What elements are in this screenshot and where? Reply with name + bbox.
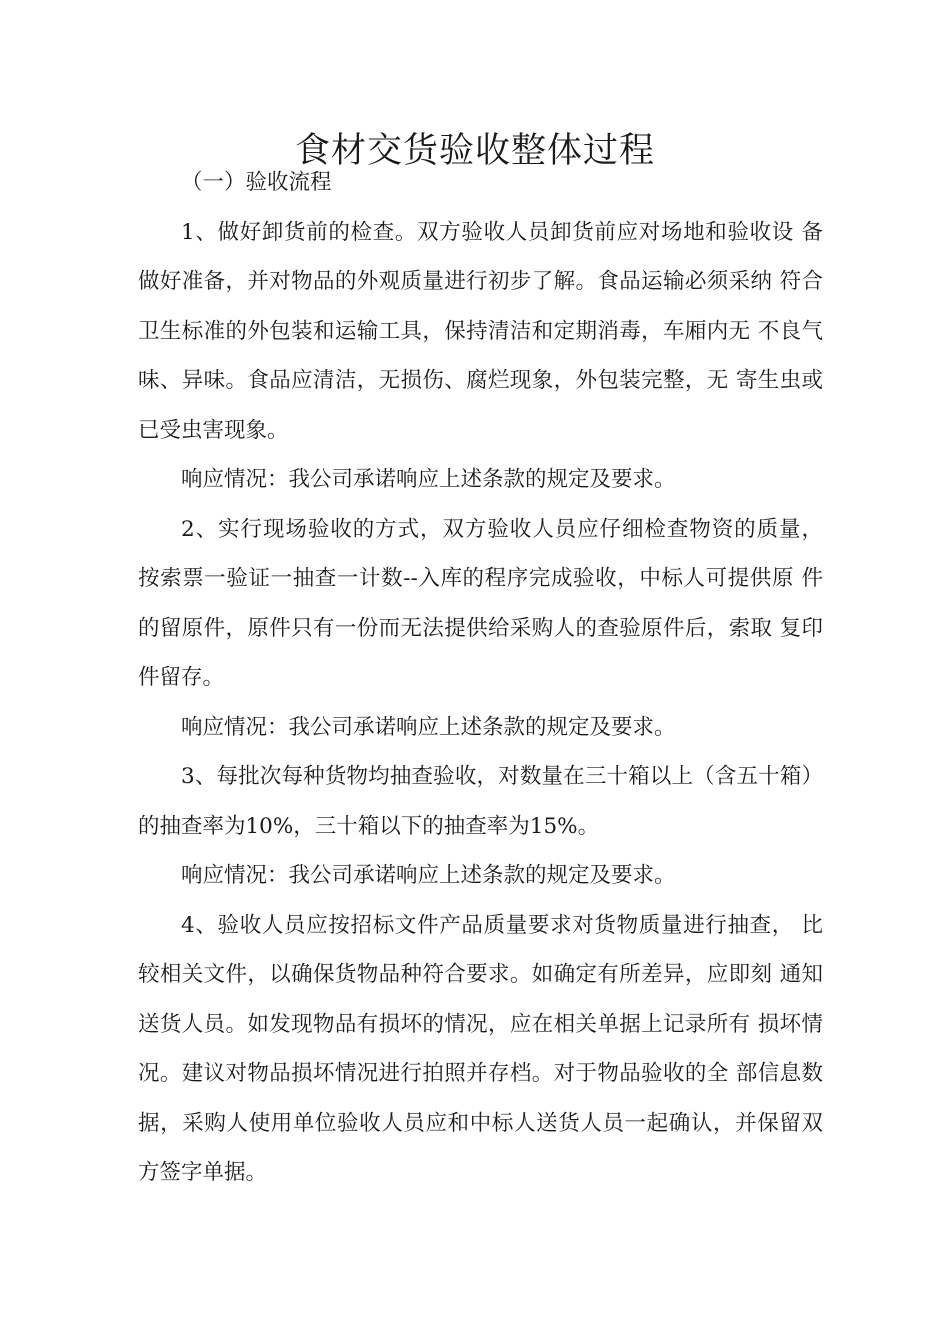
document-title: 食材交货验收整体过程 [294,131,655,172]
response-statement-3: 响应情况：我公司承诺响应上述条款的规定及要求。 [181,863,676,888]
response-statement-1: 响应情况：我公司承诺响应上述条款的规定及要求。 [181,467,676,492]
response-statement-2: 响应情况：我公司承诺响应上述条款的规定及要求。 [181,714,676,740]
paragraph-item-2: 2、实行现场验收的方式，双方验收人员应仔细检查物资的质量， 按索票一验证一抽查一计数--入库的程序完成验收，中标人可提供原 件的留原件，原件只有一份而无法提供给采购人的查验原件后，索取 复印件留存。 [138,516,823,690]
paragraph-item-1: 1、做好卸货前的检查。双方验收人员卸货前应对场地和验收设 备做好准备，并对物品的外观质量进行初步了解。食品运输必须采纳 符合卫生标准的外包装和运输工具，保持清洁和定期消毒，车厢内无 不良气味、异味。食品应清洁，无损伤、腐烂现象，外包装完整，无 寄生虫或已受虫害现象。 [138,219,823,443]
section-heading: （一）验收流程 [181,170,332,195]
document-body [138,158,823,1198]
paragraph-item-4: 4、验收人员应按招标文件产品质量要求对货物质量进行抽查， 比较相关文件，以确保货物品种符合要求。如确定有所差异，应即刻 通知送货人员。如发现物品有损坏的情况，应在相关单据上记录所有 损坏情况。建议对物品损坏情况进行拍照并存档。对于物品验收的全 部信息数据，采购人使用单位验收人员应和中标人送货人员一起确认，并保留双方签字单据。 [138,912,823,1185]
paragraph-item-3: 3、每批次每种货物均抽查验收，对数量在三十箱以上（含五十箱）的抽查率为10%，三十箱以下的抽查率为15%。 [138,764,823,839]
